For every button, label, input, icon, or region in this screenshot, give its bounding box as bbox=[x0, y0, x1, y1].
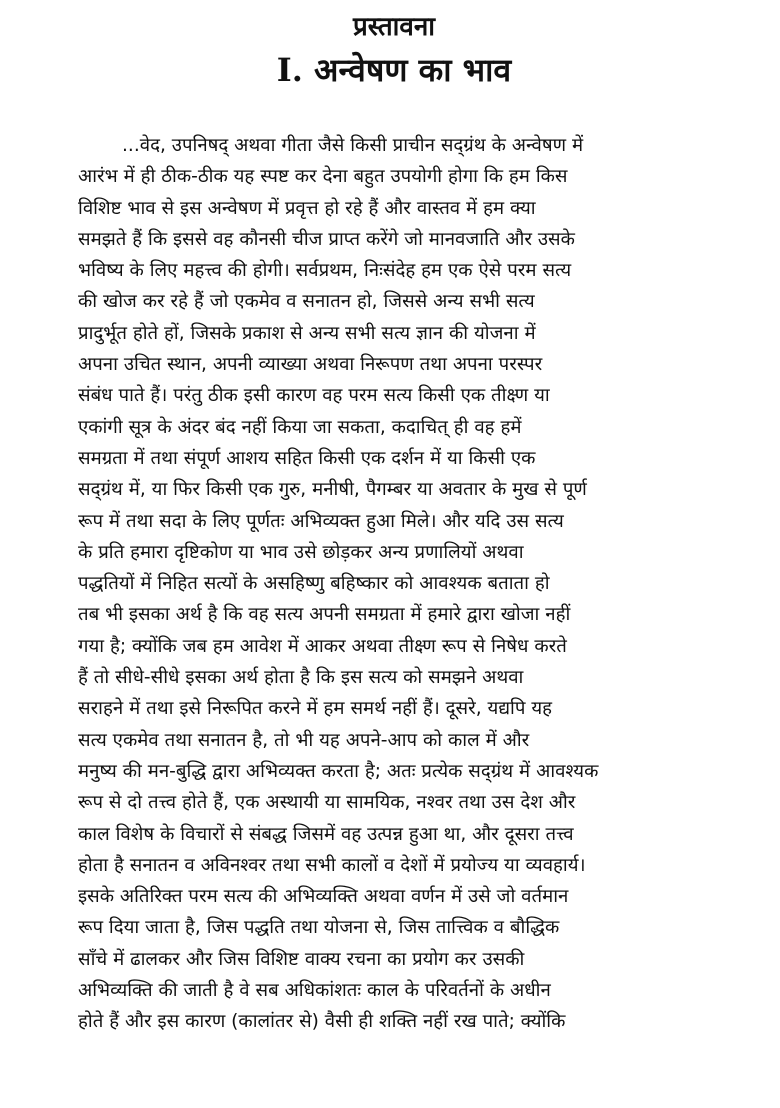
text-line: समझते हैं कि इससे वह कौनसी चीज प्राप्त करेंगे जो मानवजाति और उसके bbox=[78, 228, 575, 250]
text-line: अपना उचित स्थान, अपनी व्याख्या अथवा निरूपण तथा अपना परस्पर bbox=[78, 354, 543, 376]
text-line: होते हैं और इस कारण (कालांतर से) वैसी ही शक्ति नहीं रख पाते; क्योंकि bbox=[78, 1011, 566, 1033]
text-line: होता है सनातन व अविनश्वर तथा सभी कालों व देशों में प्रयोज्य या व्यवहार्य। bbox=[78, 854, 586, 876]
chapter-number: I. bbox=[276, 51, 303, 89]
text-line: रूप से दो तत्त्व होते हैं, एक अस्थायी या सामयिक, नश्वर तथा उस देश और bbox=[78, 792, 576, 814]
text-line: सद्ग्रंथ में, या फिर किसी एक गुरु, मनीषी, पैगम्बर या अवतार के मुख से पूर्ण bbox=[78, 479, 587, 501]
text-line: अभिव्यक्ति की जाती है वे सब अधिकांशतः काल के परिवर्तनों के अधीन bbox=[78, 980, 551, 1002]
section-heading: प्रस्तावना bbox=[352, 12, 436, 42]
text-line: इसके अतिरिक्त परम सत्य की अभिव्यक्ति अथवा वर्णन में उसे जो वर्तमान bbox=[78, 886, 569, 908]
chapter-title bbox=[78, 48, 710, 92]
text-line: ...वेद, उपनिषद् अथवा गीता जैसे किसी प्राचीन सद्ग्रंथ के अन्वेषण में bbox=[122, 135, 584, 156]
text-line: एकांगी सूत्र के अंदर बंद नहीं किया जा सकता, कदाचित् ही वह हमें bbox=[78, 416, 522, 438]
text-line: की खोज कर रहे हैं जो एकमेव व सनातन हो, जिससे अन्य सभी सत्य bbox=[78, 291, 535, 313]
text-line: तब भी इसका अर्थ है कि वह सत्य अपनी समग्रता में हमारे द्वारा खोजा नहीं bbox=[78, 604, 571, 626]
text-line: प्रादुर्भूत होते हों, जिसके प्रकाश से अन्य सभी सत्य ज्ञान की योजना में bbox=[78, 322, 536, 344]
body-paragraph bbox=[78, 130, 710, 1038]
text-line: रूप दिया जाता है, जिस पद्धति तथा योजना से, जिस तात्त्विक व बौद्धिक bbox=[78, 917, 560, 939]
text-line: मनुष्य की मन-बुद्धि द्वारा अभिव्यक्त करता है; अतः प्रत्येक सद्ग्रंथ में आवश्यक bbox=[78, 760, 599, 782]
text-line: पद्धतियों में निहित सत्यों के असहिष्णु बहिष्कार को आवश्यक बताता हो bbox=[78, 573, 550, 595]
text-line: हैं तो सीधे-सीधे इसका अर्थ होता है कि इस सत्य को समझने अथवा bbox=[78, 667, 524, 689]
text-line: सराहने में तथा इसे निरूपित करने में हम समर्थ नहीं हैं। दूसरे, यद्यपि यह bbox=[78, 698, 552, 720]
text-line: काल विशेष के विचारों से संबद्ध जिसमें वह उत्पन्न हुआ था, और दूसरा तत्त्व bbox=[78, 823, 574, 845]
text-line: आरंभ में ही ठीक-ठीक यह स्पष्ट कर देना बहुत उपयोगी होगा कि हम किस bbox=[78, 166, 568, 188]
text-line: संबंध पाते हैं। परंतु ठीक इसी कारण वह परम सत्य किसी एक तीक्ष्ण या bbox=[78, 385, 550, 407]
text-line: विशिष्ट भाव से इस अन्वेषण में प्रवृत्त हो रहे हैं और वास्तव में हम क्या bbox=[78, 197, 536, 219]
chapter-title-text: अन्वेषण का भाव bbox=[314, 51, 512, 89]
text-line: भविष्य के लिए महत्त्व की होगी। सर्वप्रथम, निःसंदेह हम एक ऐसे परम सत्य bbox=[78, 260, 572, 282]
text-line: साँचे में ढालकर और जिस विशिष्ट वाक्य रचना का प्रयोग कर उसकी bbox=[78, 948, 525, 970]
text-line: सत्य एकमेव तथा सनातन है, तो भी यह अपने-आप को काल में और bbox=[78, 729, 530, 751]
text-line: समग्रता में तथा संपूर्ण आशय सहित किसी एक दर्शन में या किसी एक bbox=[78, 447, 536, 469]
text-line: के प्रति हमारा दृष्टिकोण या भाव उसे छोड़कर अन्य प्रणालियों अथवा bbox=[78, 541, 524, 563]
text-line: गया है; क्योंकि जब हम आवेश में आकर अथवा तीक्ष्ण रूप से निषेध करते bbox=[78, 635, 567, 657]
text-line: रूप में तथा सदा के लिए पूर्णतः अभिव्यक्त हुआ मिले। और यदि उस सत्य bbox=[78, 510, 564, 532]
